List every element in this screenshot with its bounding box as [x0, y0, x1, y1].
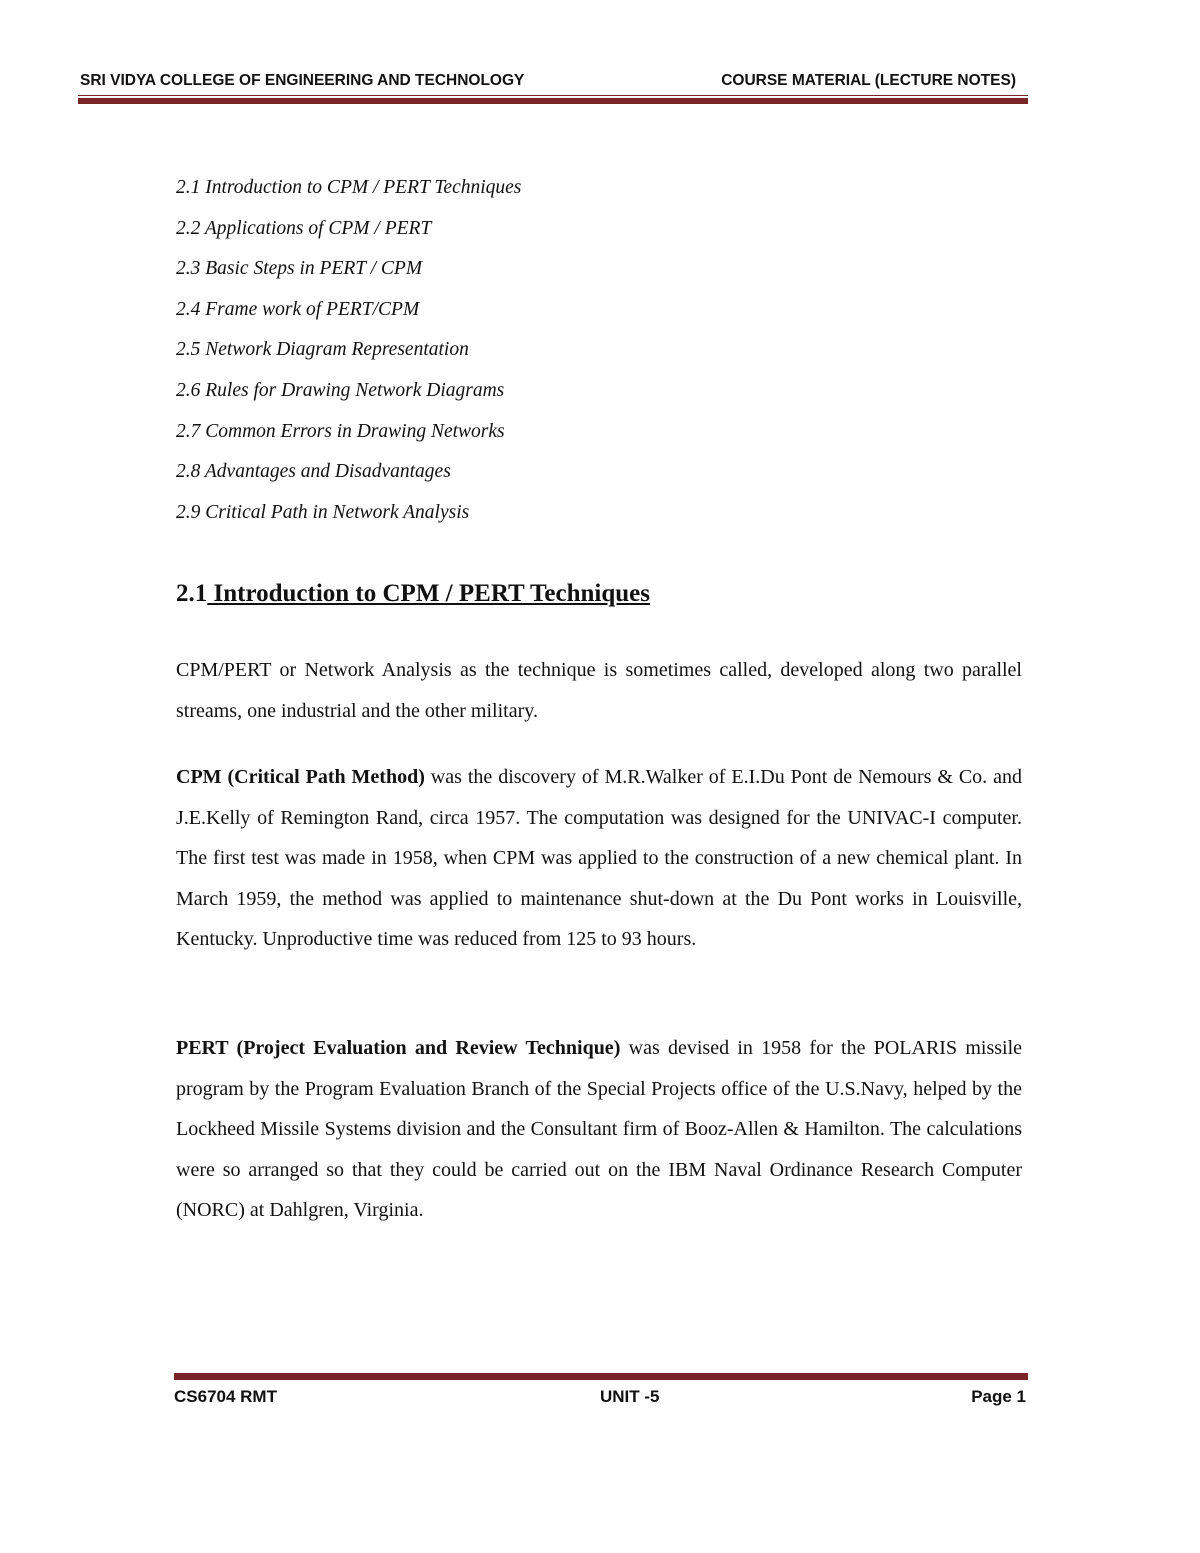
- footer-page-number: Page 1: [971, 1387, 1026, 1406]
- toc-item: 2.3 Basic Steps in PERT / CPM: [176, 258, 423, 280]
- toc-item: 2.4 Frame work of PERT/CPM: [176, 298, 420, 320]
- toc-item: 2.5 Network Diagram Representation: [176, 339, 469, 361]
- header-course-material: COURSE MATERIAL (LECTURE NOTES): [721, 72, 1016, 89]
- section-heading: [176, 580, 650, 608]
- toc-item: 2.8 Advantages and Disadvantages: [176, 461, 451, 483]
- section-title: Introduction to CPM / PERT Techniques: [207, 580, 650, 607]
- pert-paragraph: [176, 1028, 1022, 1231]
- intro-paragraph: CPM/PERT or Network Analysis as the technique is sometimes called, developed along two parallel streams, one industrial and the other military.: [176, 659, 1022, 722]
- cpm-term: CPM (Critical Path Method): [176, 766, 425, 788]
- footer-rule: [174, 1373, 1028, 1380]
- footer-course-code: CS6704 RMT: [174, 1387, 277, 1406]
- toc-item: 2.9 Critical Path in Network Analysis: [176, 501, 470, 523]
- page-footer: [174, 1387, 1026, 1411]
- toc-item: 2.6 Rules for Drawing Network Diagrams: [176, 379, 505, 401]
- toc-item: 2.1 Introduction to CPM / PERT Techniques: [176, 177, 522, 198]
- cpm-description: was the discovery of M.R.Walker of E.I.Du Pont de Nemours & Co. and J.E.Kelly of Remington Rand, circa 1957. The computation was designed for the UNIVAC-I computer. The first test was made in 1958, when CPM was applied to the construction of a new chemical plant. In March 1959, the method was applied to maintenance shut-down at the Du Pont works in Louisville, Kentucky. Unproductive time was reduced from 125 to 93 hours.: [176, 766, 1022, 951]
- pert-term: PERT (Project Evaluation and Review Technique): [176, 1037, 621, 1059]
- toc-item: 2.2 Applications of CPM / PERT: [176, 217, 432, 239]
- page-header: [78, 72, 1028, 94]
- footer-unit: UNIT -5: [600, 1387, 660, 1406]
- pert-description: was devised in 1958 for the POLARIS missile program by the Program Evaluation Branch of the Special Projects office of the U.S.Navy, helped by the Lockheed Missile Systems division and the Consultant firm of Booz-Allen & Hamilton. The calculations were so arranged so that they could be carried out on the IBM Naval Ordinance Research Computer (NORC) at Dahlgren, Virginia.: [176, 1037, 1023, 1222]
- header-rule-thin: [78, 95, 1028, 96]
- header-rule-thick: [78, 98, 1028, 104]
- cpm-paragraph: [176, 757, 1022, 960]
- header-college-name: SRI VIDYA COLLEGE OF ENGINEERING AND TECHNOLOGY: [80, 72, 525, 89]
- section-number: 2.1: [176, 580, 208, 607]
- table-of-contents: [176, 173, 521, 538]
- toc-item: 2.7 Common Errors in Drawing Networks: [176, 420, 505, 442]
